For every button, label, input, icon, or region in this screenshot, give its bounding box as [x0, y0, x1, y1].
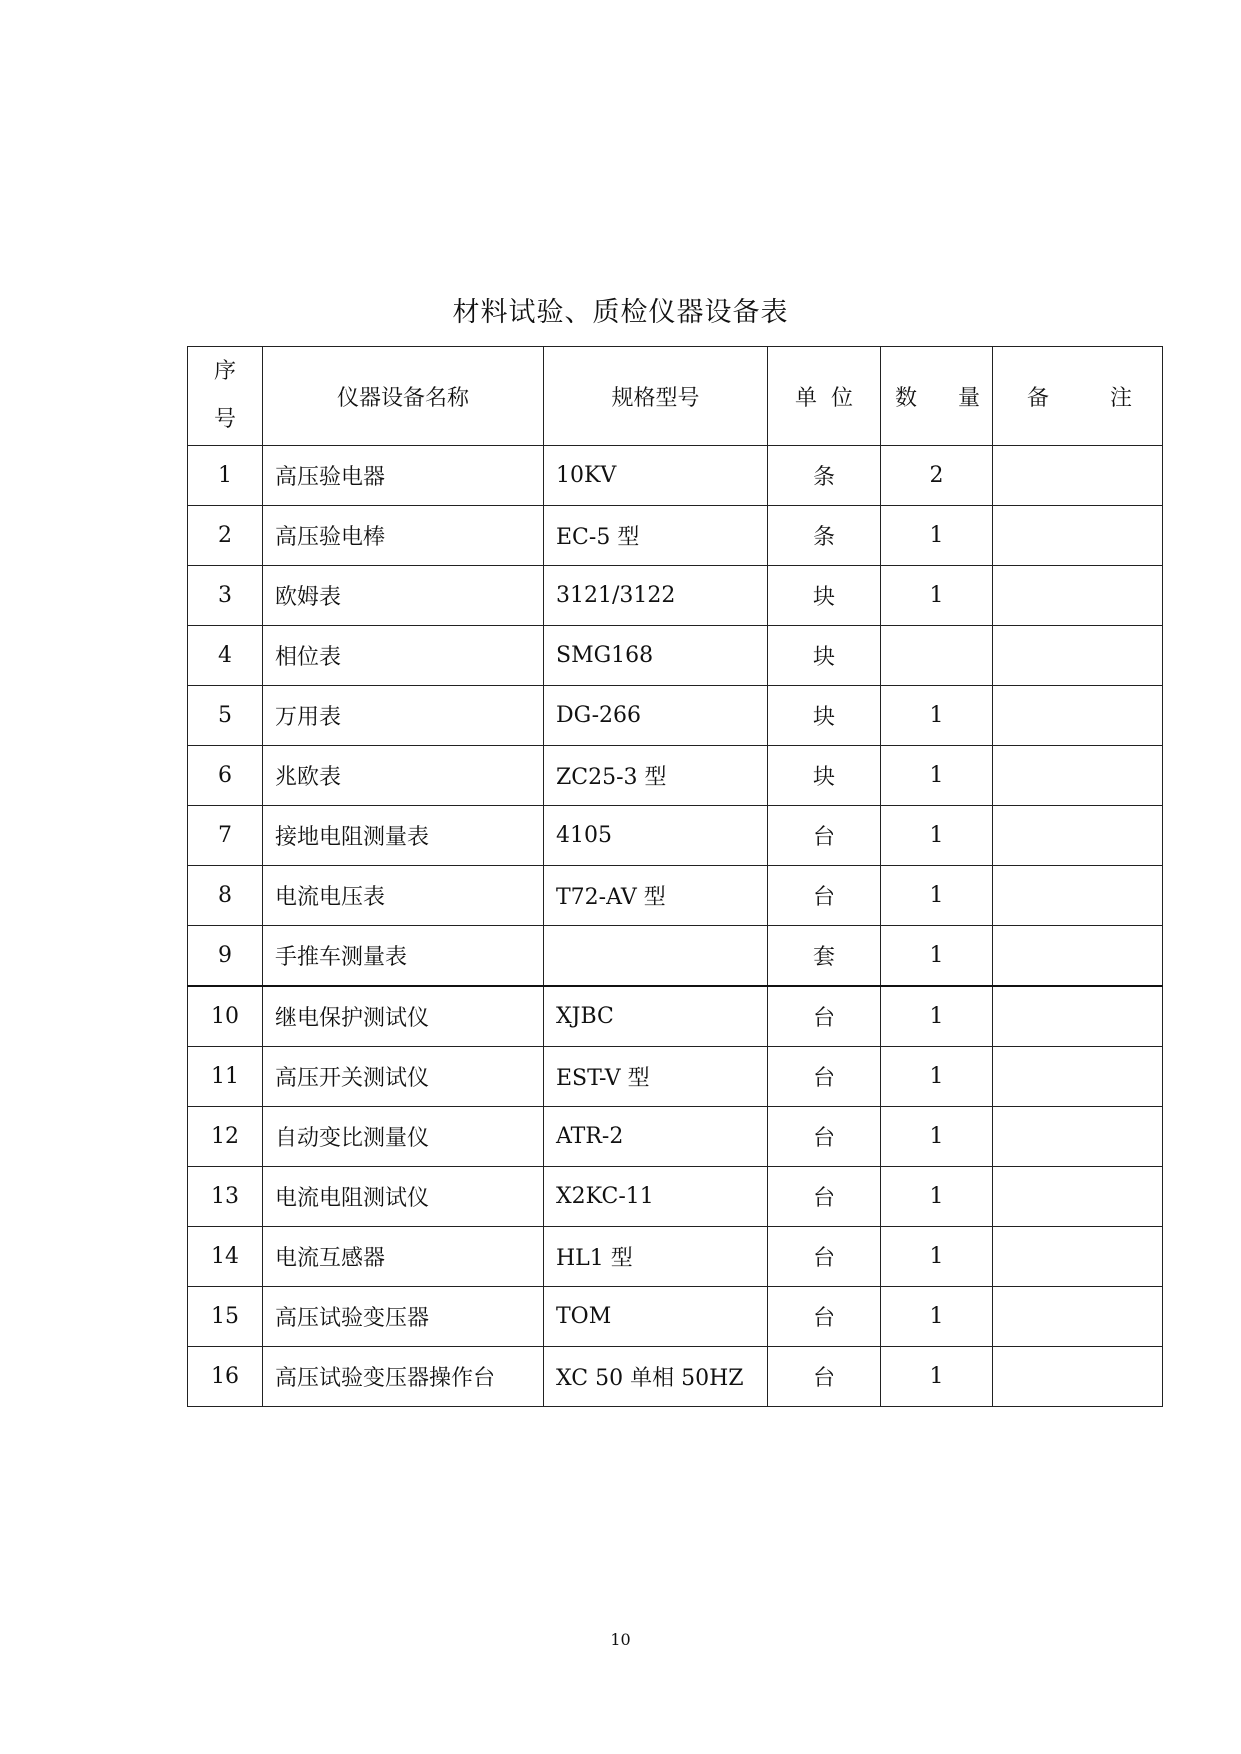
table-row [188, 1047, 1163, 1107]
remarks-cell [993, 1347, 1163, 1407]
remarks-cell [993, 1167, 1163, 1227]
serial-number-cell: 1 [188, 446, 263, 506]
specification-cell: TOM [544, 1287, 768, 1347]
remarks-cell [993, 1227, 1163, 1287]
table-row [188, 1287, 1163, 1347]
unit-cell: 台 [768, 1227, 881, 1287]
remarks-cell [993, 806, 1163, 866]
page-number: 10 [610, 1630, 631, 1649]
quantity-cell: 1 [881, 506, 993, 566]
table-row [188, 506, 1163, 566]
serial-number-cell: 5 [188, 686, 263, 746]
table-row [188, 926, 1163, 987]
serial-number-cell: 10 [188, 986, 263, 1047]
serial-number-cell: 9 [188, 926, 263, 987]
specification-cell: XJBC [544, 986, 768, 1047]
serial-number-cell: 11 [188, 1047, 263, 1107]
table-row [188, 1227, 1163, 1287]
equipment-name-cell: 高压试验变压器 [263, 1287, 544, 1347]
table-row [188, 986, 1163, 1047]
unit-cell: 块 [768, 626, 881, 686]
header-remarks: 备 注 [993, 347, 1163, 446]
specification-cell: SMG168 [544, 626, 768, 686]
table-row [188, 1167, 1163, 1227]
specification-cell: DG-266 [544, 686, 768, 746]
serial-number-cell: 6 [188, 746, 263, 806]
specification-cell: 3121/3122 [544, 566, 768, 626]
equipment-name-cell: 万用表 [263, 686, 544, 746]
serial-number-cell: 4 [188, 626, 263, 686]
remarks-cell [993, 926, 1163, 987]
equipment-name-cell: 高压验电器 [263, 446, 544, 506]
unit-cell: 台 [768, 1047, 881, 1107]
quantity-cell: 2 [881, 446, 993, 506]
header-serial-number: 序 号 [188, 347, 263, 446]
unit-cell: 块 [768, 686, 881, 746]
quantity-cell: 1 [881, 1227, 993, 1287]
quantity-cell: 1 [881, 926, 993, 987]
serial-number-cell: 3 [188, 566, 263, 626]
quantity-cell: 1 [881, 1107, 993, 1167]
specification-cell: T72-AV 型 [544, 866, 768, 926]
remarks-cell [993, 1107, 1163, 1167]
specification-cell: XC 50 单相 50HZ [544, 1347, 768, 1407]
quantity-cell [881, 626, 993, 686]
unit-cell: 条 [768, 506, 881, 566]
quantity-cell: 1 [881, 1167, 993, 1227]
unit-cell: 台 [768, 1347, 881, 1407]
remarks-cell [993, 1047, 1163, 1107]
quantity-cell: 1 [881, 746, 993, 806]
serial-number-cell: 12 [188, 1107, 263, 1167]
table-row [188, 1107, 1163, 1167]
equipment-name-cell: 高压试验变压器操作台 [263, 1347, 544, 1407]
quantity-cell: 1 [881, 566, 993, 626]
quantity-cell: 1 [881, 866, 993, 926]
table-row [188, 686, 1163, 746]
page-title: 材料试验、质检仪器设备表 [452, 297, 789, 328]
specification-cell: EST-V 型 [544, 1047, 768, 1107]
equipment-name-cell: 欧姆表 [263, 566, 544, 626]
unit-cell: 台 [768, 1167, 881, 1227]
table-row [188, 746, 1163, 806]
serial-number-cell: 13 [188, 1167, 263, 1227]
specification-cell: EC-5 型 [544, 506, 768, 566]
table-row [188, 566, 1163, 626]
unit-cell: 台 [768, 866, 881, 926]
table-body [188, 446, 1163, 1407]
specification-cell [544, 926, 768, 987]
equipment-name-cell: 电流电压表 [263, 866, 544, 926]
table-row [188, 866, 1163, 926]
equipment-name-cell: 手推车测量表 [263, 926, 544, 987]
table-header-row [188, 347, 1163, 446]
remarks-cell [993, 746, 1163, 806]
equipment-table [187, 346, 1163, 1407]
unit-cell: 台 [768, 986, 881, 1047]
specification-cell: 10KV [544, 446, 768, 506]
equipment-name-cell: 相位表 [263, 626, 544, 686]
serial-number-cell: 16 [188, 1347, 263, 1407]
remarks-cell [993, 986, 1163, 1047]
specification-cell: X2KC-11 [544, 1167, 768, 1227]
remarks-cell [993, 446, 1163, 506]
serial-number-cell: 2 [188, 506, 263, 566]
header-equipment-name: 仪器设备名称 [263, 347, 544, 446]
quantity-cell: 1 [881, 986, 993, 1047]
specification-cell: 4105 [544, 806, 768, 866]
serial-number-cell: 15 [188, 1287, 263, 1347]
serial-number-cell: 8 [188, 866, 263, 926]
unit-cell: 条 [768, 446, 881, 506]
specification-cell: ATR-2 [544, 1107, 768, 1167]
unit-cell: 块 [768, 746, 881, 806]
quantity-cell: 1 [881, 1347, 993, 1407]
equipment-name-cell: 电流互感器 [263, 1227, 544, 1287]
remarks-cell [993, 626, 1163, 686]
header-quantity: 数 量 [881, 347, 993, 446]
quantity-cell: 1 [881, 686, 993, 746]
equipment-name-cell: 电流电阻测试仪 [263, 1167, 544, 1227]
remarks-cell [993, 686, 1163, 746]
specification-cell: ZC25-3 型 [544, 746, 768, 806]
table-row [188, 1347, 1163, 1407]
table-row [188, 446, 1163, 506]
quantity-cell: 1 [881, 1047, 993, 1107]
specification-cell: HL1 型 [544, 1227, 768, 1287]
equipment-name-cell: 高压验电棒 [263, 506, 544, 566]
equipment-name-cell: 继电保护测试仪 [263, 986, 544, 1047]
serial-number-cell: 14 [188, 1227, 263, 1287]
equipment-name-cell: 自动变比测量仪 [263, 1107, 544, 1167]
remarks-cell [993, 506, 1163, 566]
unit-cell: 块 [768, 566, 881, 626]
table-row [188, 626, 1163, 686]
quantity-cell: 1 [881, 1287, 993, 1347]
table-row [188, 806, 1163, 866]
remarks-cell [993, 566, 1163, 626]
header-unit: 单 位 [768, 347, 881, 446]
remarks-cell [993, 1287, 1163, 1347]
header-specification: 规格型号 [544, 347, 768, 446]
unit-cell: 套 [768, 926, 881, 987]
equipment-name-cell: 兆欧表 [263, 746, 544, 806]
unit-cell: 台 [768, 806, 881, 866]
serial-number-cell: 7 [188, 806, 263, 866]
equipment-name-cell: 高压开关测试仪 [263, 1047, 544, 1107]
unit-cell: 台 [768, 1287, 881, 1347]
unit-cell: 台 [768, 1107, 881, 1167]
remarks-cell [993, 866, 1163, 926]
quantity-cell: 1 [881, 806, 993, 866]
equipment-name-cell: 接地电阻测量表 [263, 806, 544, 866]
